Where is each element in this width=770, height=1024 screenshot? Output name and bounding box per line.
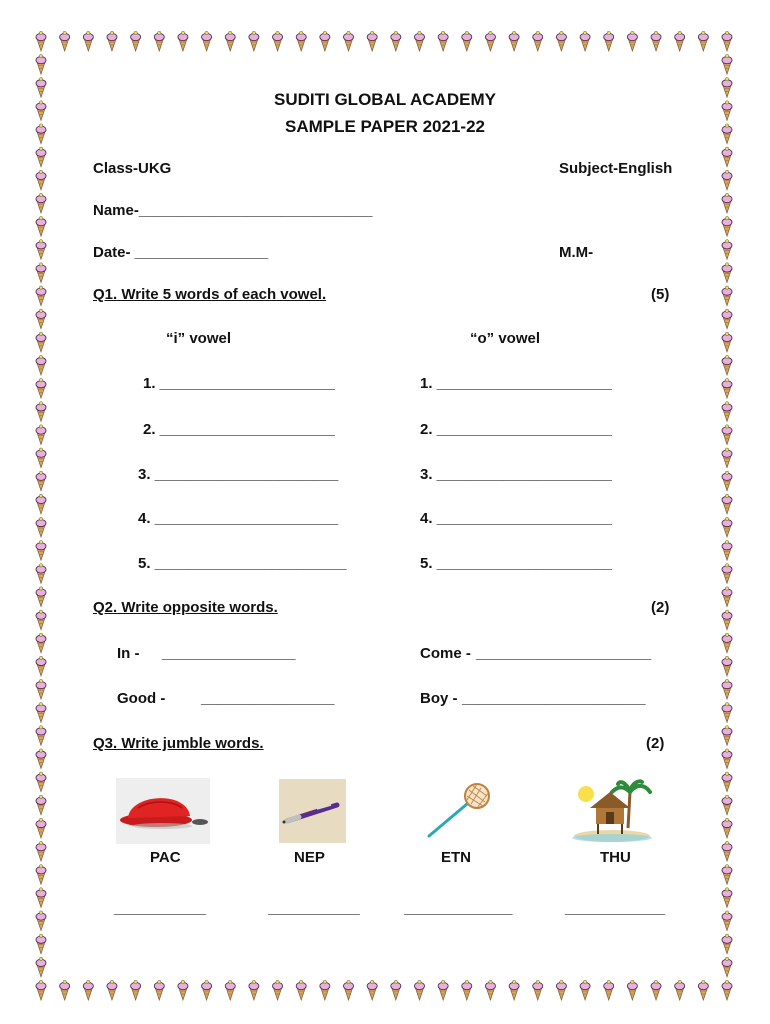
ice-cream-cone-icon bbox=[627, 31, 637, 51]
ice-cream-cone-icon bbox=[131, 31, 141, 51]
ice-cream-cone-icon bbox=[675, 31, 685, 51]
ice-cream-cone-icon bbox=[722, 957, 732, 977]
ice-cream-cone-icon bbox=[722, 402, 732, 422]
ice-cream-cone-icon bbox=[36, 888, 46, 908]
ice-cream-cone-icon bbox=[296, 31, 306, 51]
ice-cream-cone-icon bbox=[604, 980, 614, 1000]
ice-cream-cone-icon bbox=[722, 633, 732, 653]
ice-cream-cone-icon bbox=[36, 564, 46, 584]
ice-cream-cone-icon bbox=[36, 31, 46, 51]
i-vowel-line: 4. ______________________ bbox=[138, 510, 339, 527]
ice-cream-cone-icon bbox=[675, 980, 685, 1000]
ice-cream-cone-icon bbox=[722, 425, 732, 445]
ice-cream-cone-icon bbox=[36, 355, 46, 375]
ice-cream-cone-icon bbox=[36, 170, 46, 190]
o-vowel-line: 3. _____________________ bbox=[420, 466, 612, 483]
jumble-word: ETN bbox=[441, 849, 471, 866]
ice-cream-cone-icon bbox=[131, 980, 141, 1000]
ice-cream-cone-icon bbox=[36, 795, 46, 815]
ice-cream-cone-icon bbox=[36, 656, 46, 676]
ice-cream-cone-icon bbox=[225, 31, 235, 51]
ice-cream-cone-icon bbox=[36, 610, 46, 630]
ice-cream-cone-icon bbox=[107, 980, 117, 1000]
o-vowel-line: 1. _____________________ bbox=[420, 375, 612, 392]
ice-cream-cone-icon bbox=[320, 980, 330, 1000]
opposite-blank: ________________ bbox=[201, 690, 335, 707]
ice-cream-cone-icon bbox=[462, 31, 472, 51]
ice-cream-cone-icon bbox=[36, 957, 46, 977]
name-field: Name-____________________________ bbox=[93, 202, 373, 219]
ice-cream-cone-icon bbox=[344, 31, 354, 51]
jumble-word: THU bbox=[600, 849, 631, 866]
ice-cream-cone-icon bbox=[36, 494, 46, 514]
ice-cream-cone-icon bbox=[722, 494, 732, 514]
ice-cream-cone-icon bbox=[722, 541, 732, 561]
ice-cream-cone-icon bbox=[651, 31, 661, 51]
ice-cream-cone-icon bbox=[485, 31, 495, 51]
ice-cream-cone-icon bbox=[36, 818, 46, 838]
ice-cream-cone-icon bbox=[36, 865, 46, 885]
ice-cream-cone-icon bbox=[722, 726, 732, 746]
ice-cream-cone-icon bbox=[60, 31, 70, 51]
jumble-word: NEP bbox=[294, 849, 325, 866]
ice-cream-cone-icon bbox=[36, 703, 46, 723]
o-vowel-line: 2. _____________________ bbox=[420, 421, 612, 438]
ice-cream-cone-icon bbox=[438, 980, 448, 1000]
ice-cream-cone-icon bbox=[202, 980, 212, 1000]
ice-cream-cone-icon bbox=[722, 216, 732, 236]
o-vowel-line: 4. _____________________ bbox=[420, 510, 612, 527]
ice-cream-cone-icon bbox=[722, 841, 732, 861]
ice-cream-cone-icon bbox=[462, 980, 472, 1000]
ice-cream-cone-icon bbox=[36, 471, 46, 491]
ice-cream-cone-icon bbox=[722, 170, 732, 190]
q3-title: Q3. Write jumble words. bbox=[93, 735, 264, 752]
ice-cream-cone-icon bbox=[533, 31, 543, 51]
ice-cream-cone-icon bbox=[722, 332, 732, 352]
ice-cream-cone-icon bbox=[296, 980, 306, 1000]
ice-cream-cone-icon bbox=[178, 31, 188, 51]
jumble-word: PAC bbox=[150, 849, 181, 866]
ice-cream-cone-icon bbox=[722, 240, 732, 260]
ice-cream-cone-icon bbox=[36, 240, 46, 260]
ice-cream-cone-icon bbox=[722, 193, 732, 213]
ice-cream-cone-icon bbox=[36, 679, 46, 699]
ice-cream-cone-icon bbox=[722, 564, 732, 584]
jumble-answer-blank: ___________ bbox=[268, 900, 360, 917]
ice-cream-cone-icon bbox=[367, 31, 377, 51]
ice-cream-cone-icon bbox=[414, 31, 424, 51]
opposite-blank: ______________________ bbox=[462, 690, 646, 707]
ice-cream-cone-icon bbox=[36, 448, 46, 468]
beach-hut-icon bbox=[572, 778, 656, 844]
o-vowel-heading: “o” vowel bbox=[470, 330, 541, 347]
o-vowel-line: 5. _____________________ bbox=[420, 555, 612, 572]
ice-cream-cone-icon bbox=[36, 216, 46, 236]
class-label: Class-UKG bbox=[93, 160, 172, 177]
ice-cream-cone-icon bbox=[722, 865, 732, 885]
jumble-answer-blank: ____________ bbox=[565, 900, 666, 917]
ice-cream-cone-icon bbox=[36, 841, 46, 861]
butterfly-net-icon bbox=[425, 782, 495, 840]
ice-cream-cone-icon bbox=[36, 541, 46, 561]
ice-cream-cone-icon bbox=[391, 31, 401, 51]
ice-cream-cone-icon bbox=[722, 888, 732, 908]
i-vowel-line: 3. ______________________ bbox=[138, 466, 339, 483]
ice-cream-cone-icon bbox=[36, 633, 46, 653]
ice-cream-cone-icon bbox=[698, 980, 708, 1000]
max-marks-field: M.M- bbox=[559, 244, 594, 261]
q1-marks: (5) bbox=[651, 286, 670, 303]
i-vowel-line: 1. _____________________ bbox=[143, 375, 335, 392]
ice-cream-cone-icon bbox=[722, 54, 732, 74]
ice-cream-cone-icon bbox=[391, 980, 401, 1000]
ice-cream-cone-icon bbox=[36, 309, 46, 329]
ice-cream-cone-icon bbox=[722, 772, 732, 792]
ice-cream-cone-icon bbox=[36, 726, 46, 746]
subject-label: Subject-English bbox=[559, 160, 673, 177]
ice-cream-cone-icon bbox=[722, 656, 732, 676]
q2-marks: (2) bbox=[651, 599, 670, 616]
i-vowel-heading: “i” vowel bbox=[166, 330, 232, 347]
ice-cream-cone-icon bbox=[533, 980, 543, 1000]
ice-cream-cone-icon bbox=[722, 749, 732, 769]
opposite-word: In - bbox=[117, 645, 140, 662]
i-vowel-line: 5. _______________________ bbox=[138, 555, 347, 572]
ice-cream-cone-icon bbox=[722, 679, 732, 699]
ice-cream-cone-icon bbox=[722, 147, 732, 167]
ice-cream-cone-icon bbox=[722, 980, 732, 1000]
ice-cream-cone-icon bbox=[36, 772, 46, 792]
ice-cream-cone-icon bbox=[36, 193, 46, 213]
opposite-blank: _____________________ bbox=[476, 645, 652, 662]
ice-cream-cone-icon bbox=[604, 31, 614, 51]
ice-cream-cone-icon bbox=[698, 31, 708, 51]
ice-cream-cone-icon bbox=[509, 980, 519, 1000]
ice-cream-cone-icon bbox=[580, 980, 590, 1000]
ice-cream-cone-icon bbox=[722, 795, 732, 815]
red-cap-icon bbox=[116, 778, 210, 844]
ice-cream-cone-icon bbox=[36, 147, 46, 167]
ice-cream-cone-icon bbox=[83, 980, 93, 1000]
ice-cream-cone-icon bbox=[556, 31, 566, 51]
ice-cream-cone-icon bbox=[722, 31, 732, 51]
ice-cream-cone-icon bbox=[627, 980, 637, 1000]
ice-cream-cone-icon bbox=[178, 980, 188, 1000]
ice-cream-cone-icon bbox=[36, 263, 46, 283]
ice-cream-cone-icon bbox=[722, 587, 732, 607]
ice-cream-cone-icon bbox=[36, 402, 46, 422]
ice-cream-cone-icon bbox=[722, 309, 732, 329]
school-name: SUDITI GLOBAL ACADEMY bbox=[274, 90, 496, 109]
jumble-answer-blank: ___________ bbox=[114, 900, 206, 917]
ice-cream-cone-icon bbox=[36, 934, 46, 954]
purple-pen-icon bbox=[279, 779, 346, 843]
ice-cream-cone-icon bbox=[722, 448, 732, 468]
ice-cream-cone-icon bbox=[722, 378, 732, 398]
ice-cream-cone-icon bbox=[722, 517, 732, 537]
ice-cream-cone-icon bbox=[722, 934, 732, 954]
ice-cream-cone-icon bbox=[36, 332, 46, 352]
i-vowel-line: 2. _____________________ bbox=[143, 421, 335, 438]
ice-cream-cone-icon bbox=[722, 911, 732, 931]
ice-cream-cone-icon bbox=[107, 31, 117, 51]
ice-cream-cone-icon bbox=[580, 31, 590, 51]
ice-cream-cone-icon bbox=[273, 31, 283, 51]
ice-cream-cone-icon bbox=[36, 980, 46, 1000]
ice-cream-cone-icon bbox=[367, 980, 377, 1000]
ice-cream-cone-icon bbox=[36, 286, 46, 306]
opposite-blank: ________________ bbox=[162, 645, 296, 662]
ice-cream-cone-icon bbox=[36, 54, 46, 74]
paper-title: SAMPLE PAPER 2021-22 bbox=[285, 117, 485, 136]
ice-cream-cone-icon bbox=[320, 31, 330, 51]
ice-cream-cone-icon bbox=[202, 31, 212, 51]
ice-cream-cone-icon bbox=[273, 980, 283, 1000]
ice-cream-cone-icon bbox=[36, 911, 46, 931]
ice-cream-cone-icon bbox=[225, 980, 235, 1000]
ice-cream-cone-icon bbox=[344, 980, 354, 1000]
ice-cream-cone-icon bbox=[485, 980, 495, 1000]
ice-cream-cone-icon bbox=[249, 31, 259, 51]
ice-cream-cone-icon bbox=[722, 471, 732, 491]
ice-cream-cone-icon bbox=[414, 980, 424, 1000]
opposite-word: Good - bbox=[117, 690, 166, 707]
q1-title: Q1. Write 5 words of each vowel. bbox=[93, 286, 327, 303]
ice-cream-cone-icon bbox=[509, 31, 519, 51]
ice-cream-cone-icon bbox=[722, 703, 732, 723]
ice-cream-cone-icon bbox=[722, 263, 732, 283]
ice-cream-cone-icon bbox=[36, 425, 46, 445]
ice-cream-cone-icon bbox=[36, 587, 46, 607]
q2-title: Q2. Write opposite words. bbox=[93, 599, 278, 616]
ice-cream-cone-icon bbox=[722, 355, 732, 375]
ice-cream-cone-icon bbox=[154, 31, 164, 51]
ice-cream-cone-icon bbox=[249, 980, 259, 1000]
jumble-answer-blank: _____________ bbox=[404, 900, 513, 917]
date-field: Date- ________________ bbox=[93, 244, 269, 261]
ice-cream-cone-icon bbox=[722, 610, 732, 630]
ice-cream-cone-icon bbox=[722, 286, 732, 306]
ice-cream-cone-icon bbox=[60, 980, 70, 1000]
ice-cream-cone-icon bbox=[438, 31, 448, 51]
ice-cream-cone-icon bbox=[36, 517, 46, 537]
opposite-word: Come - bbox=[420, 645, 471, 662]
ice-cream-cone-icon bbox=[36, 378, 46, 398]
ice-cream-cone-icon bbox=[154, 980, 164, 1000]
ice-cream-cone-icon bbox=[651, 980, 661, 1000]
ice-cream-cone-icon bbox=[83, 31, 93, 51]
ice-cream-cone-icon bbox=[556, 980, 566, 1000]
q3-marks: (2) bbox=[646, 735, 665, 752]
opposite-word: Boy - bbox=[420, 690, 458, 707]
ice-cream-cone-icon bbox=[36, 749, 46, 769]
ice-cream-cone-icon bbox=[722, 818, 732, 838]
